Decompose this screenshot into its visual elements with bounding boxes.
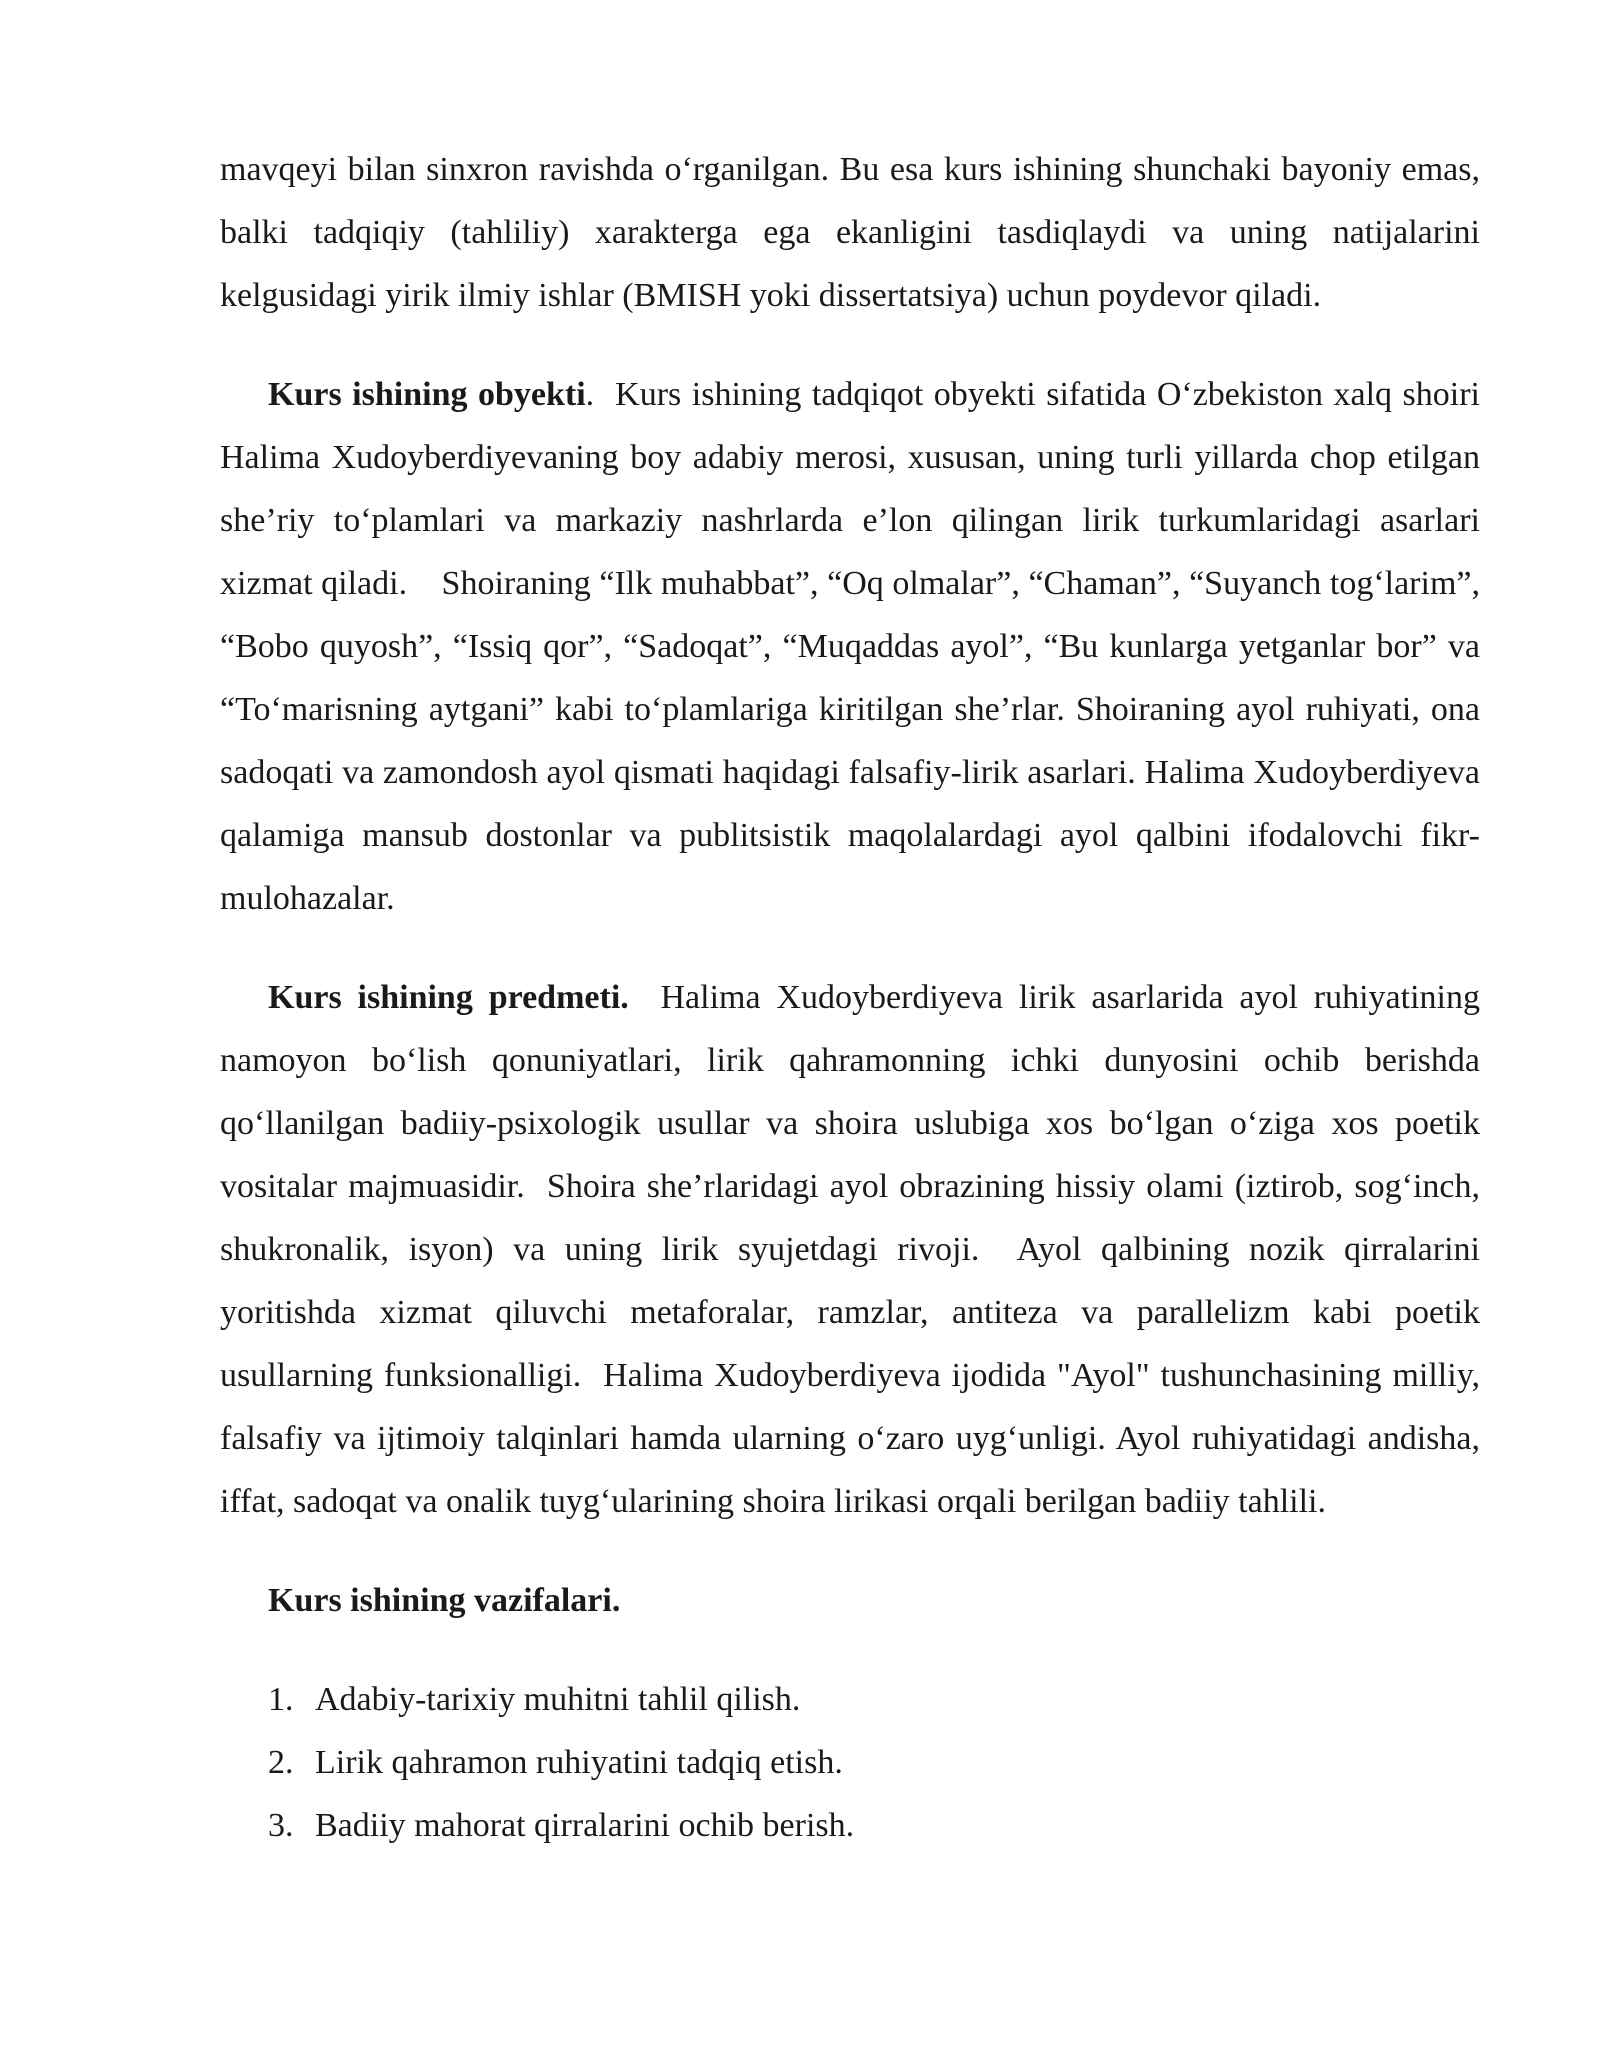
- tasks-heading: Kurs ishining vazifalari.: [268, 1582, 621, 1619]
- list-item: [220, 1731, 1480, 1794]
- list-item-number: 1.: [268, 1681, 294, 1718]
- subject-heading: Kurs ishining predmeti.: [268, 979, 629, 1016]
- subject-paragraph: [220, 966, 1489, 1533]
- object-heading: Kurs ishining obyekti: [268, 376, 586, 413]
- list-item-text: Badiiy mahorat qirralarini ochib berish.: [315, 1807, 855, 1844]
- list-item-text: Adabiy-tarixiy muhitni tahlil qilish.: [315, 1681, 801, 1718]
- list-item-number: 3.: [268, 1807, 294, 1844]
- list-item-number: 2.: [268, 1744, 294, 1781]
- intro-paragraph: mavqeyi bilan sinxron ravishda o‘rganilgan. Bu esa kurs ishining shunchaki bayoniy emas, balki tadqiqiy (tahliliy) xarakterga ega ekanligini tasdiqlaydi va uning natijalarini kelgusidagi yirik ilmiy ishlar (BMISH yoki dissertatsiya) uchun poydevor qiladi.: [220, 151, 1480, 314]
- object-body: Kurs ishining tadqiqot obyekti sifatida O‘zbekiston xalq shoiri Halima Xudoyberdiyevaning boy adabiy merosi, xususan, uning turli yillarda chop etilgan she’riy to‘plamlari va markaziy nashrlarda e’lon qilingan lirik turkumlaridagi asarlari xizmat qiladi. Shoiraning “Ilk muhabbat”, “Oq olmalar”, “Chaman”, “Suyanch tog‘larim”, “Bobo quyosh”, “Issiq qor”, “Sadoqat”, “Muqaddas ayol”, “Bu kunlarga yetganlar bor” va “To‘marisning aytgani” kabi to‘plamlariga kiritilgan she’rlar. Shoiraning ayol ruhiyati, ona sadoqati va zamondosh ayol qismati haqidagi falsafiy-lirik asarlari. Halima Xudoyberdiyeva qalamiga mansub dostonlar va publitsistik maqolalardagi ayol qalbini ifodalovchi fikr-mulohazalar.: [220, 376, 1489, 917]
- list-item-text: Lirik qahramon ruhiyatini tadqiq etish.: [315, 1744, 843, 1781]
- document-page: [220, 138, 1489, 1857]
- object-heading-punct: .: [585, 376, 595, 413]
- tasks-list: [220, 1668, 1480, 1857]
- object-paragraph: [220, 363, 1489, 930]
- list-item: [220, 1794, 1480, 1857]
- subject-body: Halima Xudoyberdiyeva lirik asarlarida ayol ruhiyatining namoyon bo‘lish qonuniyatlari, lirik qahramonning ichki dunyosini ochib berishda qo‘llanilgan badiiy-psixologik usullar va shoira uslubiga xos bo‘lgan o‘ziga xos poetik vositalar majmuasidir. Shoira she’rlaridagi ayol obrazining hissiy olami (iztirob, sog‘inch, shukronalik, isyon) va uning lirik syujetdagi rivoji. Ayol qalbining nozik qirralarini yoritishda xizmat qiluvchi metaforalar, ramzlar, antiteza va parallelizm kabi poetik usullarning funksionalligi. Halima Xudoyberdiyeva ijodida "Ayol" tushunchasining milliy, falsafiy va ijtimoiy talqinlari hamda ularning o‘zaro uyg‘unligi. Ayol ruhiyatidagi andisha, iffat, sadoqat va onalik tuyg‘ularining shoira lirikasi orqali berilgan badiiy tahlili.: [220, 979, 1489, 1520]
- list-item: [220, 1668, 1480, 1731]
